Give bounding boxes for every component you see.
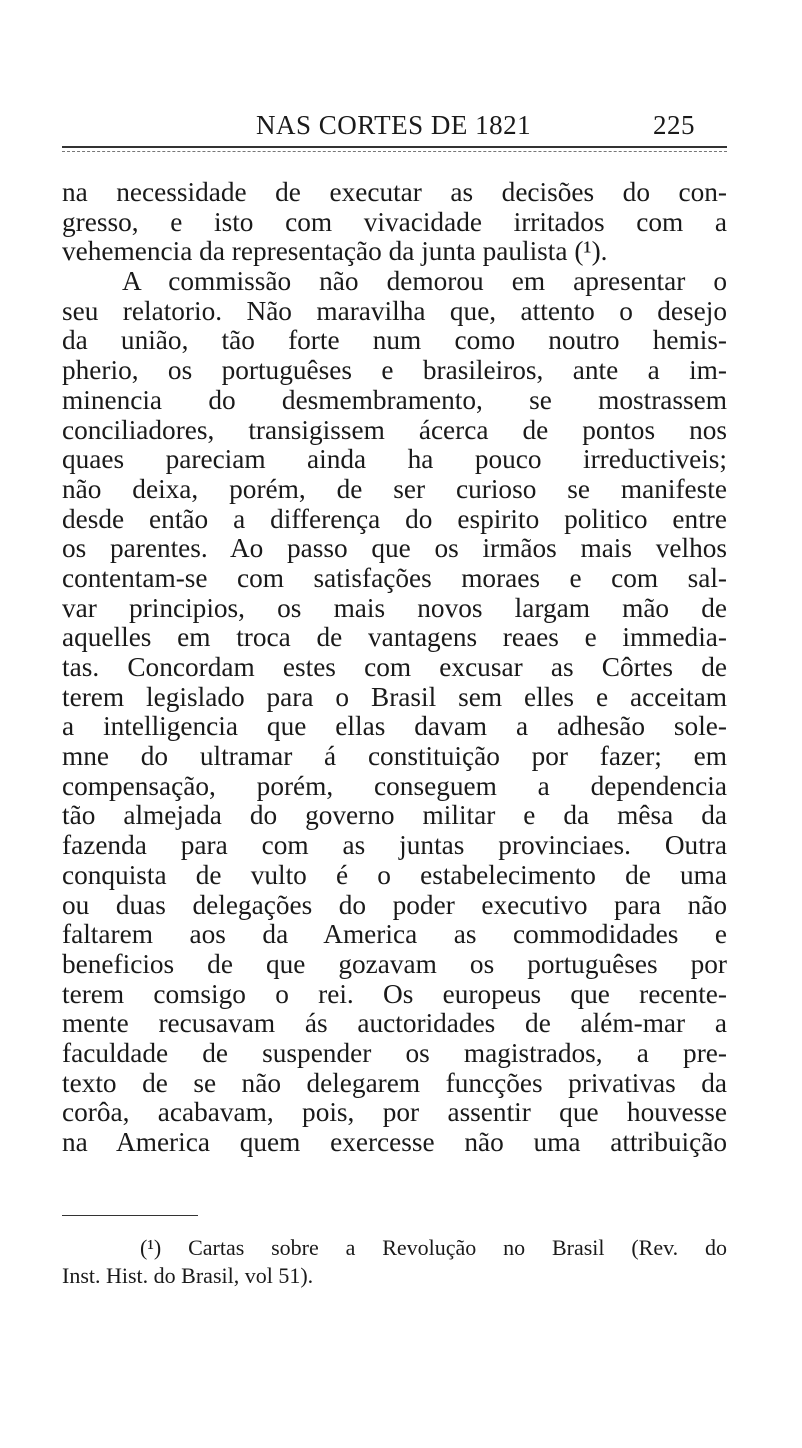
text-line: faltarem aos da America as commodidades e xyxy=(62,919,727,950)
text-line: faculdade de suspender os magistrados, a pre- xyxy=(62,1037,727,1068)
text-line: compensação, porém, conseguem a dependencia xyxy=(62,770,727,801)
text-line: gresso, e isto com vivacidade irritados com a xyxy=(62,206,727,237)
header-rule-secondary xyxy=(62,151,727,152)
text-line: não deixa, porém, de ser curioso se manifeste xyxy=(62,473,727,504)
running-head xyxy=(62,104,727,144)
page-number: 225 xyxy=(653,110,695,140)
body-text xyxy=(62,178,727,1158)
text-line: mne do ultramar á constituição por fazer; em xyxy=(62,741,727,772)
text-line: a intelligencia que ellas davam a adhesão sole- xyxy=(62,711,727,742)
text-line: mente recusavam ás auctoridades de além-mar a xyxy=(62,1008,727,1039)
running-title: NAS CORTES DE 1821 xyxy=(256,110,532,140)
text-line: tas. Concordam estes com excusar as Côrtes de xyxy=(62,652,727,682)
text-line: corôa, acabavam, pois, por assentir que houvesse xyxy=(62,1097,727,1128)
text-line: tão almejada do governo militar e da mêsa da xyxy=(62,800,727,831)
text-line: texto de se não delegarem funcções privativas da xyxy=(62,1067,727,1098)
book-page xyxy=(62,0,727,1448)
footnote-line: (¹) Cartas sobre a Revolução no Brasil (Rev. do xyxy=(140,1235,727,1260)
text-line: fazenda para com as juntas provinciaes. Outra xyxy=(62,830,727,861)
header-rule xyxy=(62,146,727,148)
text-line: pherio, os portuguêses e brasileiros, ante a im- xyxy=(62,355,727,386)
text-line: quaes pareciam ainda ha pouco irreductiveis; xyxy=(62,444,727,475)
text-line: na America quem exercesse não uma attribuição xyxy=(62,1127,727,1157)
text-line: aquelles em troca de vantagens reaes e immedia- xyxy=(62,622,727,653)
footnote xyxy=(62,1234,727,1290)
text-line: ou duas delegações do poder executivo para não xyxy=(62,889,727,920)
text-line: contentam-se com satisfações moraes e com sal- xyxy=(62,562,727,593)
footnote-line: Inst. Hist. do Brasil, vol 51). xyxy=(62,1263,314,1288)
text-line: os parentes. Ao passo que os irmãos mais velhos xyxy=(62,533,727,564)
text-line: da união, tão forte num como noutro hemis- xyxy=(62,325,727,356)
text-line: beneficios de que gozavam os portuguêses por xyxy=(62,948,727,979)
text-line: vehemencia da representação da junta paulista (¹). xyxy=(62,236,608,267)
text-line: terem comsigo o rei. Os europeus que recente- xyxy=(62,978,727,1009)
text-line: desde então a differença do espirito politico entre xyxy=(62,503,727,534)
text-line: conquista de vulto é o estabelecimento de uma xyxy=(62,859,727,890)
text-line: na necessidade de executar as decisões do con- xyxy=(62,177,727,207)
text-line: minencia do desmembramento, se mostrassem xyxy=(62,384,727,415)
text-line: terem legislado para o Brasil sem elles e acceitam xyxy=(62,681,727,712)
text-line: var principios, os mais novos largam mão de xyxy=(62,592,727,623)
text-line: seu relatorio. Não maravilha que, attento o desejo xyxy=(62,295,727,326)
text-line: conciliadores, transigissem ácerca de pontos nos xyxy=(62,414,727,445)
text-line: A commissão não demorou em apresentar o xyxy=(122,266,727,297)
footnote-rule xyxy=(62,1215,198,1216)
